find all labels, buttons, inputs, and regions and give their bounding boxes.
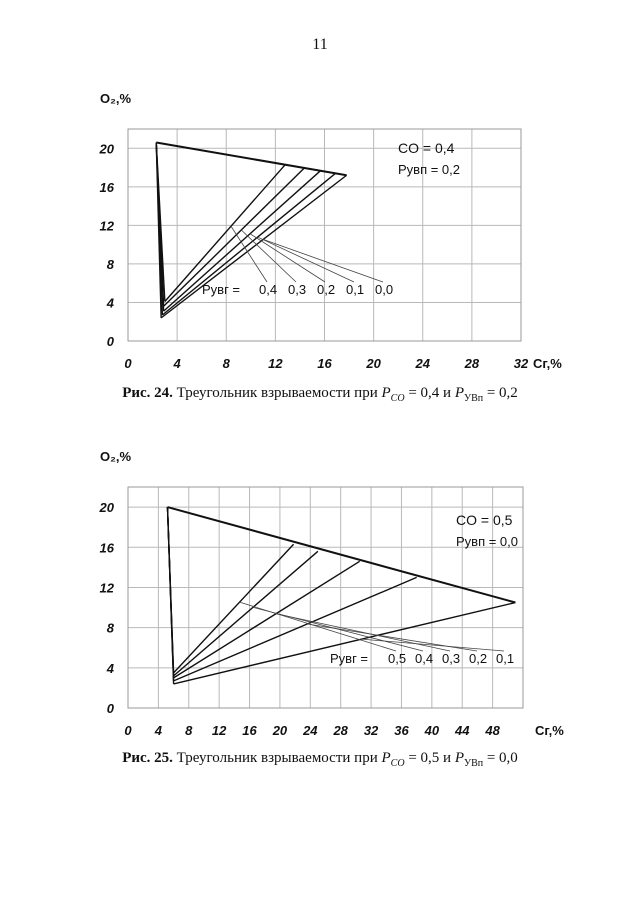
x-tick-label: 12 <box>268 356 283 371</box>
caption-var: P <box>454 750 464 766</box>
series-label: 0,4 <box>259 282 278 297</box>
caption-figure-25 <box>0 750 640 769</box>
series-4-left-edge <box>168 507 174 684</box>
series-4-line <box>174 603 516 684</box>
x-tick-label: 12 <box>211 723 227 738</box>
chart-figure-24 <box>0 84 640 379</box>
caption-text: Треугольник взрываемости при <box>172 750 382 766</box>
legend-line-1: CO = 0,5 <box>456 512 513 528</box>
y-tick-label: 12 <box>99 580 114 596</box>
series-label-leader <box>241 230 296 282</box>
x-tick-label: 8 <box>222 356 230 371</box>
caption-var: P <box>381 385 391 401</box>
caption-sub: УВп <box>463 758 484 769</box>
caption-value: = 0,5 и <box>404 750 455 766</box>
x-tick-label: 40 <box>424 723 440 738</box>
series-0-line <box>174 544 294 673</box>
series-label: 0,4 <box>415 651 434 666</box>
series-label: 0,0 <box>375 282 394 297</box>
x-tick-label: 24 <box>303 723 318 738</box>
x-tick-label: 0 <box>124 723 132 738</box>
x-tick-label: 32 <box>513 356 529 371</box>
y-axis-label: O₂,% <box>100 449 132 464</box>
series-label: 0,3 <box>442 651 461 666</box>
series-label-prefix: Pувг = <box>202 282 241 297</box>
caption-var: P <box>381 750 391 766</box>
triangle-top-edge <box>156 142 346 175</box>
series-label-leader <box>263 239 383 282</box>
caption-figure-24 <box>0 385 640 404</box>
y-tick-label: 12 <box>99 218 114 234</box>
legend-line-1: CO = 0,4 <box>398 140 455 156</box>
series-label-prefix: Pувг = <box>330 651 369 666</box>
series-label: 0,5 <box>388 651 407 666</box>
series-3-line <box>174 577 417 680</box>
caption-sub: УВп <box>463 393 484 404</box>
series-label-leader <box>276 614 450 651</box>
caption-sub: CO <box>390 758 405 769</box>
y-tick-label: 20 <box>99 500 114 516</box>
caption-fig-number: Рис. 24. <box>122 385 173 401</box>
series-3-line <box>162 173 335 315</box>
series-label-leader <box>250 234 325 282</box>
legend-line-2: Pувп = 0,2 <box>398 162 461 177</box>
caption-text: Треугольник взрываемости при <box>172 385 382 401</box>
x-tick-label: 44 <box>454 723 470 738</box>
series-label: 0,1 <box>496 651 515 666</box>
series-label-leader <box>362 639 504 651</box>
y-tick-label: 20 <box>99 141 114 157</box>
x-tick-label: 28 <box>333 723 348 738</box>
y-axis-label: O₂,% <box>100 91 132 106</box>
x-tick-label: 4 <box>154 723 163 738</box>
x-tick-label: 0 <box>124 356 132 371</box>
y-tick-label: 4 <box>106 295 114 311</box>
x-tick-label: 16 <box>242 723 257 738</box>
series-label-leader <box>240 602 396 651</box>
series-label: 0,1 <box>346 282 365 297</box>
y-tick-label: 0 <box>106 701 114 716</box>
series-label: 0,2 <box>317 282 336 297</box>
caption-value: = 0,0 <box>483 750 518 766</box>
y-tick-label: 8 <box>106 620 114 636</box>
x-tick-label: 32 <box>363 723 379 738</box>
x-tick-label: 20 <box>366 356 381 371</box>
chart-figure-25 <box>0 449 640 745</box>
caption-var: P <box>454 385 464 401</box>
y-tick-label: 16 <box>99 179 114 195</box>
series-label: 0,3 <box>288 282 307 297</box>
caption-fig-number: Рис. 25. <box>122 750 173 766</box>
page-number: 11 <box>312 36 328 53</box>
x-tick-label: 48 <box>485 723 500 738</box>
y-tick-label: 0 <box>106 334 114 349</box>
x-tick-label: 4 <box>173 356 181 371</box>
series-1-line <box>174 551 318 676</box>
series-label: 0,2 <box>469 651 488 666</box>
y-tick-label: 8 <box>106 256 114 272</box>
x-axis-label: Cг,% <box>533 356 562 371</box>
x-tick-label: 36 <box>394 723 409 738</box>
series-0-line <box>165 165 285 302</box>
x-axis-label: Cг,% <box>535 723 564 738</box>
x-tick-label: 8 <box>185 723 193 738</box>
y-tick-label: 4 <box>106 660 114 676</box>
y-tick-label: 16 <box>99 540 114 556</box>
caption-sub: CO <box>390 393 405 404</box>
x-tick-label: 20 <box>272 723 288 738</box>
x-tick-label: 16 <box>317 356 332 371</box>
x-tick-label: 28 <box>464 356 480 371</box>
caption-value: = 0,2 <box>483 385 518 401</box>
legend-line-2: Pувп = 0,0 <box>456 534 519 549</box>
x-tick-label: 24 <box>415 356 430 371</box>
caption-value: = 0,4 и <box>404 385 455 401</box>
